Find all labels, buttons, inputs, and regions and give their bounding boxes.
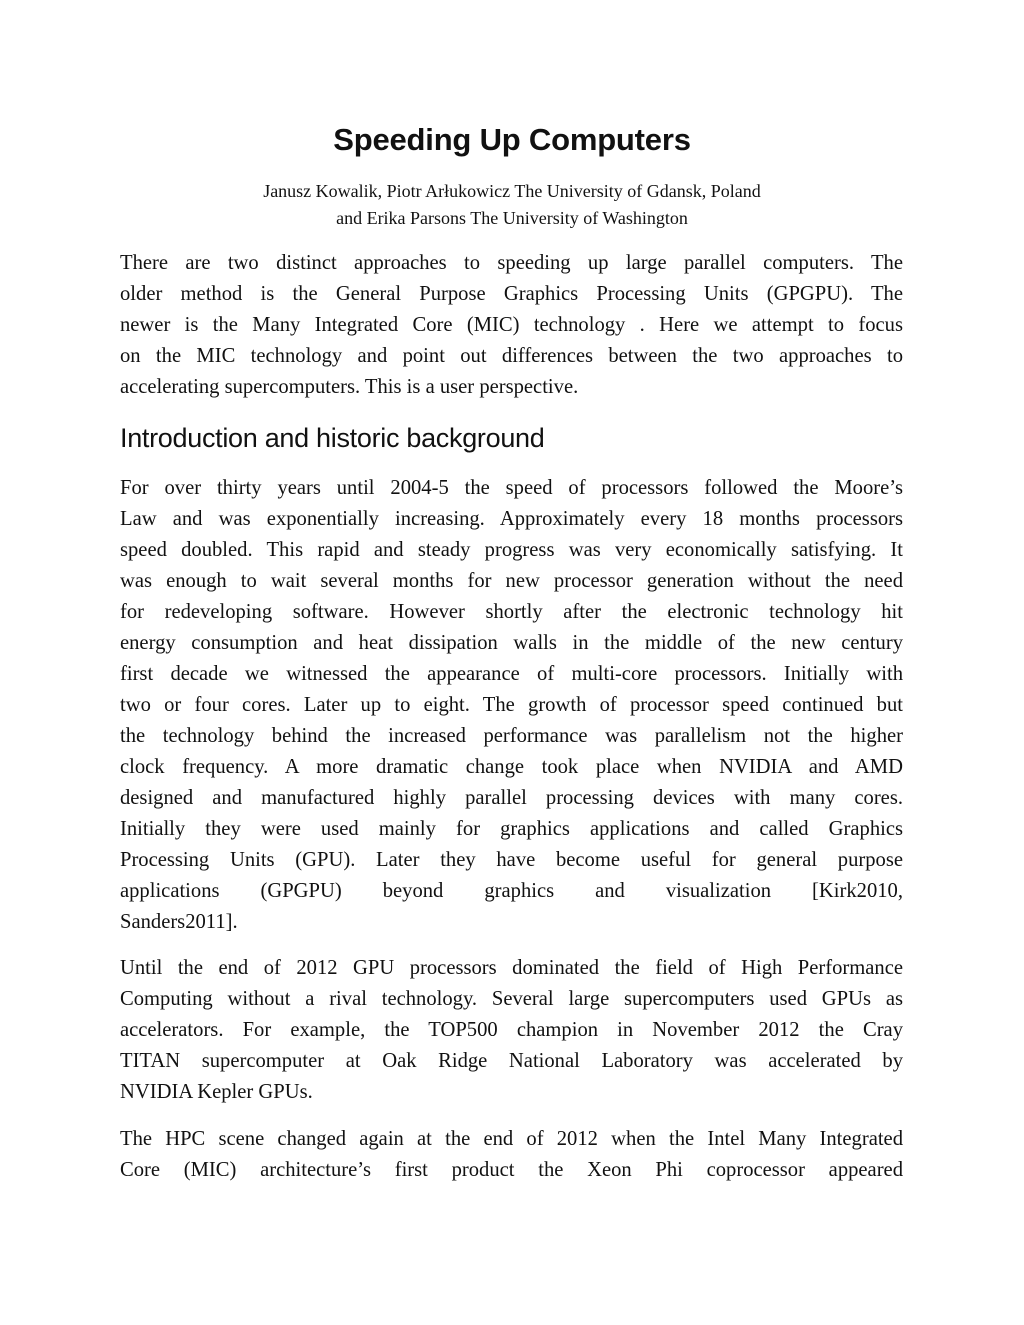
text-line: The HPC scene changed again at the end of 2012 when the Intel Many Integrated — [120, 1128, 903, 1150]
text-line: first decade we witnessed the appearance of multi-core processors. Initially with — [120, 663, 903, 685]
paper-title: Speeding Up Computers — [333, 122, 691, 157]
author-block — [0, 178, 1024, 232]
text-line: accelerators. For example, the TOP500 champion in November 2012 the Cray — [120, 1019, 903, 1041]
text-line: on the MIC technology and point out differences between the two approaches to — [120, 345, 903, 367]
text-line: Until the end of 2012 GPU processors dominated the field of High Performance — [120, 957, 903, 979]
author-line: and Erika Parsons The University of Washington — [336, 208, 688, 228]
author-line: Janusz Kowalik, Piotr Arłukowicz The University of Gdansk, Poland — [263, 181, 761, 201]
text-line: Sanders2011]. — [120, 911, 238, 933]
text-line: two or four cores. Later up to eight. The growth of processor speed continued but — [120, 694, 903, 716]
text-line: Law and was exponentially increasing. Approximately every 18 months processors — [120, 508, 903, 530]
text-line: TITAN supercomputer at Oak Ridge National Laboratory was accelerated by — [120, 1050, 903, 1072]
text-line: For over thirty years until 2004-5 the speed of processors followed the Moore’s — [120, 477, 903, 499]
text-line: Initially they were used mainly for graphics applications and called Graphics — [120, 818, 903, 840]
text-line: Core (MIC) architecture’s first product the Xeon Phi coprocessor appeared — [120, 1159, 903, 1181]
text-line: Computing without a rival technology. Several large supercomputers used GPUs as — [120, 988, 903, 1010]
text-line: speed doubled. This rapid and steady progress was very economically satisfying. It — [120, 539, 903, 561]
body-paragraph-2 — [120, 953, 903, 1108]
abstract-paragraph — [120, 248, 903, 403]
text-line: applications (GPGPU) beyond graphics and visualization [Kirk2010, — [120, 880, 903, 902]
body-paragraph-3 — [120, 1124, 903, 1186]
text-line: older method is the General Purpose Graphics Processing Units (GPGPU). The — [120, 283, 903, 305]
text-line: newer is the Many Integrated Core (MIC) technology . Here we attempt to focus — [120, 314, 903, 336]
text-line: energy consumption and heat dissipation walls in the middle of the new century — [120, 632, 903, 654]
text-line: for redeveloping software. However shortly after the electronic technology hit — [120, 601, 903, 623]
text-line: There are two distinct approaches to speeding up large parallel computers. The — [120, 252, 903, 274]
section-heading: Introduction and historic background — [120, 423, 545, 453]
body-paragraph-1 — [120, 473, 903, 938]
text-line: the technology behind the increased performance was parallelism not the higher — [120, 725, 903, 747]
text-line: was enough to wait several months for new processor generation without the need — [120, 570, 903, 592]
text-line: designed and manufactured highly parallel processing devices with many cores. — [120, 787, 903, 809]
text-line: NVIDIA Kepler GPUs. — [120, 1081, 313, 1103]
text-line: clock frequency. A more dramatic change took place when NVIDIA and AMD — [120, 756, 903, 778]
text-line: accelerating supercomputers. This is a user perspective. — [120, 376, 579, 398]
text-line: Processing Units (GPU). Later they have become useful for general purpose — [120, 849, 903, 871]
